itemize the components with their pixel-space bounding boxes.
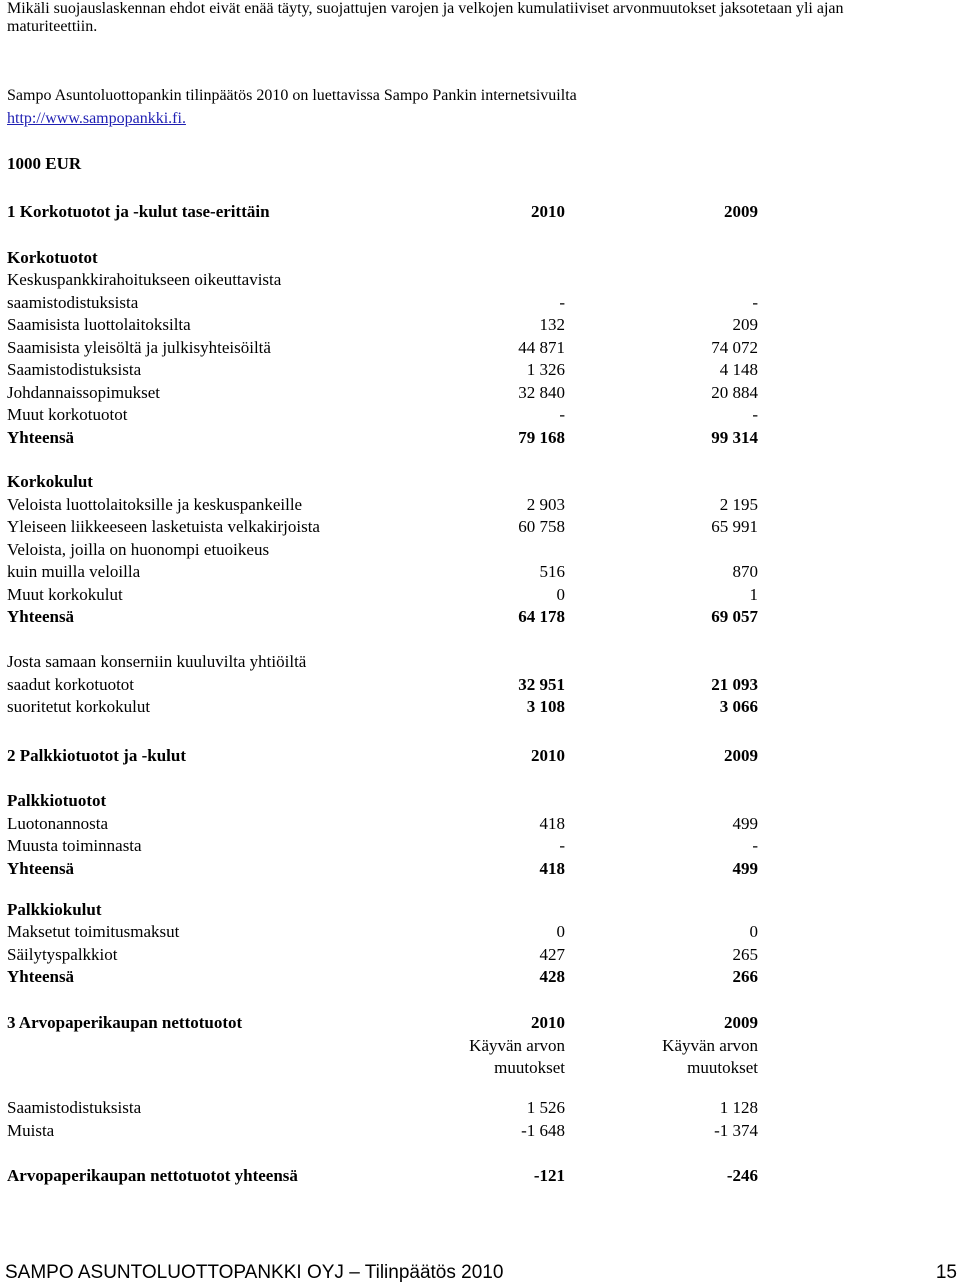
- value-2010: 79 168: [518, 428, 565, 447]
- value-2009: 2009: [724, 1013, 758, 1032]
- table-row: [0, 790, 960, 812]
- table-row: [0, 247, 960, 269]
- table-row: [0, 651, 960, 673]
- table-row: [0, 944, 960, 966]
- value-2009: 499: [732, 814, 758, 833]
- table-row: [0, 516, 960, 538]
- table-row: [0, 921, 960, 943]
- value-2009: 21 093: [711, 675, 758, 694]
- value-2009: -: [752, 293, 758, 312]
- value-2010: 0: [556, 585, 565, 604]
- value-2010: 64 178: [518, 607, 565, 626]
- footer-text: SAMPO ASUNTOLUOTTOPANKKI OYJ – Tilinpäätös 2010: [5, 1262, 504, 1283]
- table-row: [0, 314, 960, 336]
- row-label: Saamistodistuksista: [7, 1098, 142, 1117]
- unit-text: 1000 EUR: [7, 154, 82, 173]
- row-label: Luotonannosta: [7, 814, 109, 833]
- row-label: Muusta toiminnasta: [7, 836, 142, 855]
- value-2009: -: [752, 405, 758, 424]
- row-label: Yhteensä: [7, 967, 75, 986]
- row-label: 1 Korkotuotot ja -kulut tase-erittäin: [7, 202, 270, 221]
- table-row: [0, 382, 960, 404]
- row-label: Korkokulut: [7, 472, 93, 491]
- value-2009: -246: [726, 1166, 758, 1185]
- value-2009: 2009: [724, 746, 758, 765]
- page-number: 15: [935, 1262, 957, 1283]
- intro-line-2: maturiteettiin.: [7, 18, 98, 35]
- table-row: [0, 899, 960, 921]
- value-2010: -121: [533, 1166, 565, 1185]
- row-label: suoritetut korkokulut: [7, 697, 151, 716]
- value-2010: 2010: [531, 1013, 565, 1032]
- table-row: [0, 835, 960, 857]
- value-2009: 209: [732, 315, 758, 334]
- value-2009: 266: [732, 967, 758, 986]
- unit-label: [0, 153, 960, 175]
- value-2010: 60 758: [518, 517, 565, 536]
- row-label: Muista: [7, 1121, 55, 1140]
- table-row: [0, 813, 960, 835]
- intro-line-1: Mikäli suojauslaskennan ehdot eivät enää täyty, suojattujen varojen ja velkojen kumulatiiviset arvonmuutokset jaksotetaan yli ajan: [7, 0, 844, 17]
- table-row: [0, 745, 960, 767]
- value-2009: 870: [732, 562, 758, 581]
- table-row: [0, 584, 960, 606]
- table-row: [0, 404, 960, 426]
- table-row: [0, 1165, 960, 1187]
- intro-line-3: Sampo Asuntoluottopankin tilinpäätös 2010 on luettavissa Sampo Pankin internetsivuilta: [7, 87, 577, 104]
- row-label: Palkkiokulut: [7, 900, 102, 919]
- table-row: [0, 471, 960, 493]
- value-2009: 20 884: [711, 383, 758, 402]
- value-2010: 2010: [531, 202, 565, 221]
- value-2009: 1 128: [719, 1098, 758, 1117]
- value-2009: 99 314: [711, 428, 758, 447]
- value-2009: -1 374: [714, 1121, 758, 1140]
- table-row: [0, 1057, 960, 1079]
- value-2010: 1 526: [526, 1098, 565, 1117]
- row-label: Palkkiotuotot: [7, 791, 107, 810]
- table-row: [0, 696, 960, 718]
- value-2010: 3 108: [526, 697, 565, 716]
- value-2010: 32 840: [518, 383, 565, 402]
- row-label: Muut korkotuotot: [7, 405, 128, 424]
- value-2009: 69 057: [711, 607, 758, 626]
- value-2009: 74 072: [711, 338, 758, 357]
- value-2010: 516: [539, 562, 565, 581]
- value-2009: 4 148: [719, 360, 758, 379]
- value-2009: 1: [749, 585, 758, 604]
- row-label: Yhteensä: [7, 859, 75, 878]
- row-label: saamistodistuksista: [7, 293, 139, 312]
- table-row: [0, 494, 960, 516]
- value-2009: 0: [749, 922, 758, 941]
- value-2010: -1 648: [521, 1121, 565, 1140]
- value-2010: -: [559, 836, 565, 855]
- table-row: [0, 359, 960, 381]
- row-label: Veloista luottolaitoksille ja keskuspankeille: [7, 495, 303, 514]
- value-2009: -: [752, 836, 758, 855]
- value-2010: 2010: [531, 746, 565, 765]
- value-2010: Käyvän arvon: [469, 1036, 565, 1055]
- value-2010: 428: [539, 967, 565, 986]
- value-2009: muutokset: [687, 1058, 758, 1077]
- table-row: [0, 539, 960, 561]
- row-label: 3 Arvopaperikaupan nettotuotot: [7, 1013, 243, 1032]
- row-label: Yhteensä: [7, 607, 75, 626]
- row-label: Veloista, joilla on huonompi etuoikeus: [7, 540, 270, 559]
- value-2010: 418: [539, 814, 565, 833]
- value-2010: muutokset: [494, 1058, 565, 1077]
- row-label: Muut korkokulut: [7, 585, 123, 604]
- table-row: [0, 674, 960, 696]
- row-label: Josta samaan konserniin kuuluvilta yhtiöiltä: [7, 652, 307, 671]
- row-label: Johdannaissopimukset: [7, 383, 160, 402]
- value-2009: Käyvän arvon: [662, 1036, 758, 1055]
- value-2010: 132: [539, 315, 565, 334]
- table-row: [0, 427, 960, 449]
- table-row: [0, 1120, 960, 1142]
- value-2010: 44 871: [518, 338, 565, 357]
- table-row: [0, 1097, 960, 1119]
- table-row: [0, 337, 960, 359]
- value-2010: 427: [539, 945, 565, 964]
- table-row: [0, 1012, 960, 1034]
- value-2010: 1 326: [526, 360, 565, 379]
- row-label: Keskuspankkirahoitukseen oikeuttavista: [7, 270, 282, 289]
- table-row: [0, 1035, 960, 1057]
- value-2009: 499: [732, 859, 758, 878]
- value-2010: 32 951: [518, 675, 565, 694]
- row-label: Saamisista yleisöltä ja julkisyhteisöiltä: [7, 338, 271, 357]
- row-label: Yhteensä: [7, 428, 75, 447]
- table-row: [0, 606, 960, 628]
- page-footer: [0, 1262, 960, 1284]
- value-2010: -: [559, 405, 565, 424]
- value-2009: 65 991: [711, 517, 758, 536]
- value-2010: 0: [556, 922, 565, 941]
- value-2010: -: [559, 293, 565, 312]
- value-2009: 3 066: [719, 697, 758, 716]
- value-2009: 2009: [724, 202, 758, 221]
- value-2009: 265: [732, 945, 758, 964]
- row-label: Säilytyspalkkiot: [7, 945, 118, 964]
- table-row: [0, 292, 960, 314]
- table-row: [0, 561, 960, 583]
- row-label: saadut korkotuotot: [7, 675, 135, 694]
- row-label: 2 Palkkiotuotot ja -kulut: [7, 746, 186, 765]
- row-label: Korkotuotot: [7, 248, 98, 267]
- table-row: [0, 858, 960, 880]
- value-2009: 2 195: [719, 495, 758, 514]
- website-link[interactable]: http://www.sampopankki.fi.: [7, 110, 186, 127]
- table-row: [0, 966, 960, 988]
- table-row: [0, 269, 960, 291]
- value-2010: 2 903: [526, 495, 565, 514]
- row-label: kuin muilla veloilla: [7, 562, 141, 581]
- row-label: Maksetut toimitusmaksut: [7, 922, 180, 941]
- row-label: Saamisista luottolaitoksilta: [7, 315, 191, 334]
- table-row: [0, 201, 960, 223]
- row-label: Yleiseen liikkeeseen lasketuista velkakirjoista: [7, 517, 320, 536]
- row-label: Saamistodistuksista: [7, 360, 142, 379]
- value-2010: 418: [539, 859, 565, 878]
- row-label: Arvopaperikaupan nettotuotot yhteensä: [7, 1166, 298, 1185]
